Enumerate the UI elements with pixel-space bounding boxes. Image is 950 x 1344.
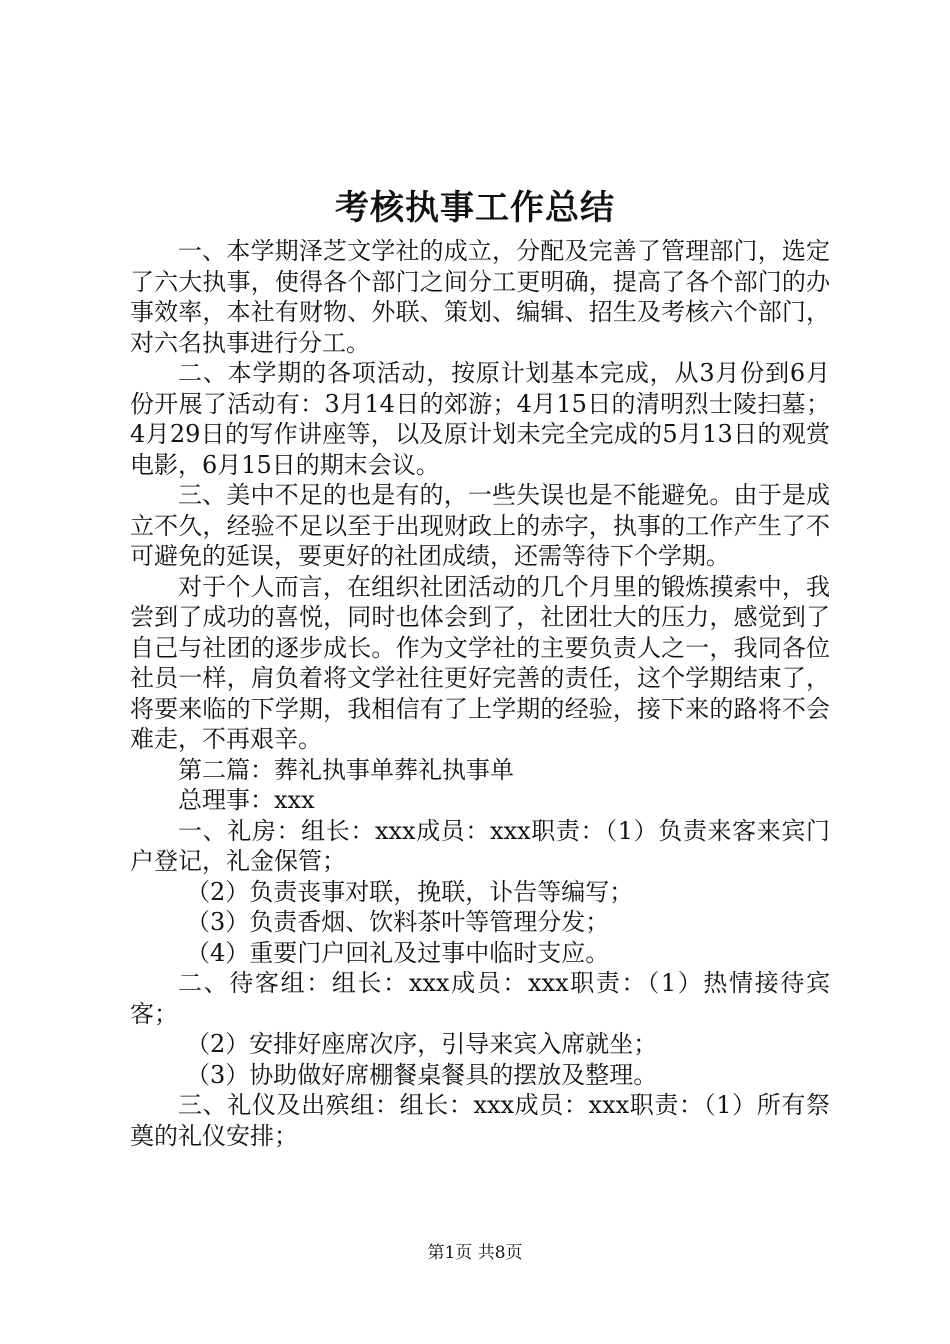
list-item: （4）重要门户回礼及过事中临时支应。 [186, 938, 610, 967]
list-item: （2）安排好座席次序，引导来宾入席就坐； [186, 1030, 658, 1058]
list-item: （2）负责丧事对联，挽联，讣告等编写； [186, 877, 634, 906]
paragraph: 一、本学期泽芝文学社的成立，分配及完善了管理部门，选定了六大执事，使得各个部门之间分工更明确，提高了各个部门的办事效率，本社有财物、外联、策划、编辑、招生及考核六个部门，对六名执事进行分工。 [130, 237, 830, 357]
list-item: （3）协助做好席棚餐桌餐具的摆放及整理。 [186, 1060, 658, 1089]
paragraph: 二、本学期的各项活动，按原计划基本完成，从3月份到6月份开展了活动有：3月14日的郊游；4月15日的清明烈士陵扫墓；4月29日的写作讲座等，以及原计划未完全完成的5月13日的观赏电影，6月15日的期末会议。 [130, 359, 830, 479]
document-title: 考核执事工作总结 [335, 188, 615, 228]
paragraph: 三、美中不足的也是有的，一些失误也是不能避免。由于是成立不久，经验不足以至于出现财政上的赤字，执事的工作产生了不可避免的延误，要更好的社团成绩，还需等待下个学期。 [130, 481, 830, 570]
page-footer: 第1页 共8页 [427, 1243, 523, 1263]
paragraph: 二、待客组：组长：xxx成员：xxx职责：（1）热情接待宾客； [130, 969, 830, 1028]
paragraph: 对于个人而言，在组织社团活动的几个月里的锻炼摸索中，我尝到了成功的喜悦，同时也体会到了，社团壮大的压力，感觉到了自己与社团的逐步成长。作为文学社的主要负责人之一，我同各位社员一样，肩负着将文学社往更好完善的责任，这个学期结束了，将要来临的下学期，我相信有了上学期的经验，接下来的路将不会难走，不再艰辛。 [130, 572, 830, 753]
document-body [130, 236, 830, 1151]
list-item: （3）负责香烟、饮料茶叶等管理分发； [186, 908, 610, 936]
paragraph: 总理事：xxx [178, 786, 315, 814]
paragraph: 一、礼房：组长：xxx成员：xxx职责：（1）负责来客来宾门户登记，礼金保管； [130, 816, 830, 875]
section-heading: 第二篇：葬礼执事单葬礼执事单 [178, 755, 514, 784]
paragraph: 三、礼仪及出殡组：组长：xxx成员：xxx职责：（1）所有祭奠的礼仪安排； [130, 1091, 830, 1150]
